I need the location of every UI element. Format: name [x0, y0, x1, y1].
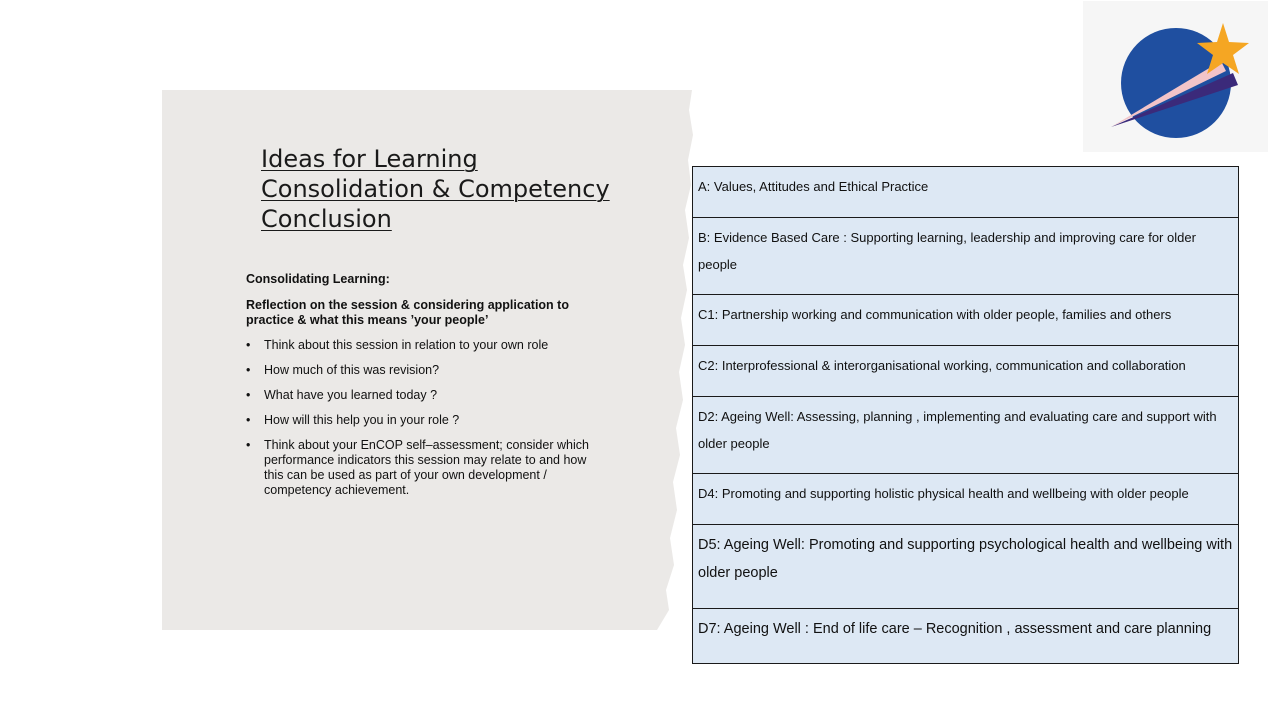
- shooting-star-logo-icon: [1083, 1, 1268, 152]
- bullet-item: • Think about your EnCOP self–assessment; consider which performance indicators this session may relate to and how this can be used as part of your own development / competency achievement.: [246, 438, 606, 498]
- table-row: [693, 295, 1239, 346]
- slide-title-line-3: Conclusion: [261, 205, 392, 233]
- bullet-item: • Think about this session in relation to your own role: [246, 338, 606, 353]
- slide-title: [261, 144, 641, 234]
- learning-content: [246, 272, 606, 508]
- competency-cell-c1: C1: Partnership working and communication with older people, families and others: [693, 295, 1239, 346]
- consolidating-learning-heading: Consolidating Learning:: [246, 272, 390, 286]
- slide-title-line-2: Consolidation & Competency: [261, 175, 610, 203]
- competency-cell-c2: C2: Interprofessional & interorganisational working, communication and collaboration: [693, 346, 1239, 397]
- slide-title-line-1: Ideas for Learning: [261, 145, 478, 173]
- table-row: [693, 167, 1239, 218]
- bullet-item: • What have you learned today ?: [246, 388, 606, 403]
- table-row: [693, 525, 1239, 609]
- reflection-bullet-list: [246, 338, 606, 498]
- reflection-heading: Reflection on the session & considering application to practice & what this means ’your people’: [246, 298, 569, 327]
- competency-cell-d2: D2: Ageing Well: Assessing, planning , implementing and evaluating care and support with older people: [693, 397, 1239, 474]
- table-row: [693, 474, 1239, 525]
- logo: [1083, 1, 1268, 152]
- table-row: [693, 397, 1239, 474]
- table-row: [693, 609, 1239, 664]
- competency-cell-b: B: Evidence Based Care : Supporting learning, leadership and improving care for older people: [693, 218, 1239, 295]
- bullet-item: • How much of this was revision?: [246, 363, 606, 378]
- competency-cell-a: A: Values, Attitudes and Ethical Practice: [693, 167, 1239, 218]
- competency-cell-d7: D7: Ageing Well : End of life care – Recognition , assessment and care planning: [693, 609, 1239, 664]
- bullet-item: • How will this help you in your role ?: [246, 413, 606, 428]
- table-row: [693, 218, 1239, 295]
- competency-table: [692, 166, 1239, 664]
- competency-cell-d5: D5: Ageing Well: Promoting and supporting psychological health and wellbeing with older people: [693, 525, 1239, 609]
- competency-cell-d4: D4: Promoting and supporting holistic physical health and wellbeing with older people: [693, 474, 1239, 525]
- table-row: [693, 346, 1239, 397]
